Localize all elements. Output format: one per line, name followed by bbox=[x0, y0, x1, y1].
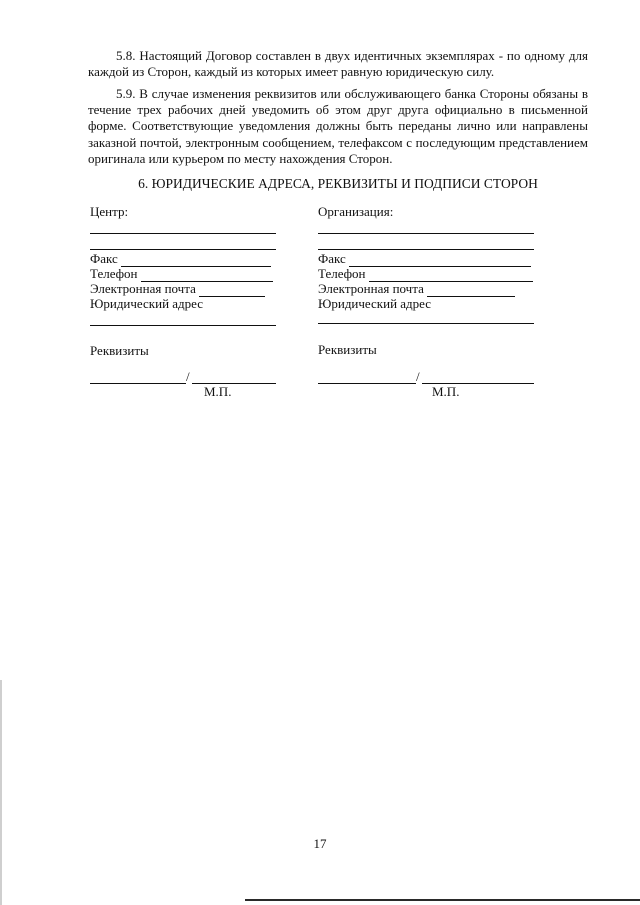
page-number: 17 bbox=[313, 836, 327, 851]
right-phone-field bbox=[318, 266, 533, 282]
left-email-field bbox=[90, 281, 265, 297]
right-fax-label: Факс bbox=[318, 251, 346, 266]
section-6-heading: 6. ЮРИДИЧЕСКИЕ АДРЕСА, РЕКВИЗИТЫ И ПОДПИСИ СТОРОН bbox=[138, 176, 538, 191]
left-phone-field bbox=[90, 266, 273, 282]
right-phone-label: Телефон bbox=[318, 266, 366, 281]
right-address-line bbox=[318, 323, 534, 324]
right-requisites-label: Реквизиты bbox=[318, 342, 377, 357]
clause-5-9: 5.9. В случае изменения реквизитов или обслуживающего банка Стороны обязаны в течение трех рабочих дней уведомить об этом друг друга официально в письменной форме. Соответствующие уведомления должны быть переданы лично или направлены заказной почтой, электронным сообщением, телефаксом с последующим представлением оригинала или курьером по месту нахождения Сторон. bbox=[88, 86, 588, 166]
left-address-label: Юридический адрес bbox=[90, 296, 204, 311]
left-fax-field bbox=[90, 251, 271, 267]
right-signature-line bbox=[318, 383, 416, 384]
left-signature-slash: / bbox=[186, 369, 190, 384]
right-party-label: Организация: bbox=[318, 204, 394, 219]
left-signature-line bbox=[90, 383, 186, 384]
right-email-field bbox=[318, 281, 515, 297]
left-address-line bbox=[90, 325, 276, 326]
right-blank-line-2 bbox=[318, 249, 534, 250]
right-signature-slash: / bbox=[416, 369, 420, 384]
left-fax-label: Факс bbox=[90, 251, 118, 266]
left-email-label: Электронная почта bbox=[90, 281, 196, 296]
scan-edge-bottom bbox=[245, 899, 640, 901]
right-blank-line-1 bbox=[318, 233, 534, 234]
right-email-label: Электронная почта bbox=[318, 281, 424, 296]
left-party-label: Центр: bbox=[90, 204, 129, 219]
left-requisites-label: Реквизиты bbox=[90, 343, 149, 358]
right-fax-field bbox=[318, 251, 531, 267]
scan-edge-left bbox=[0, 680, 2, 905]
clause-5-8: 5.8. Настоящий Договор составлен в двух идентичных экземплярах - по одному для каждой из Сторон, каждый из которых имеет равную юридическую силу. bbox=[88, 48, 588, 80]
left-phone-label: Телефон bbox=[90, 266, 138, 281]
left-blank-line-2 bbox=[90, 249, 276, 250]
left-stamp-label: М.П. bbox=[204, 384, 232, 399]
right-address-label: Юридический адрес bbox=[318, 296, 432, 311]
right-email-line bbox=[427, 286, 515, 297]
left-email-line bbox=[199, 286, 265, 297]
right-stamp-label: М.П. bbox=[432, 384, 460, 399]
left-blank-line-1 bbox=[90, 233, 276, 234]
